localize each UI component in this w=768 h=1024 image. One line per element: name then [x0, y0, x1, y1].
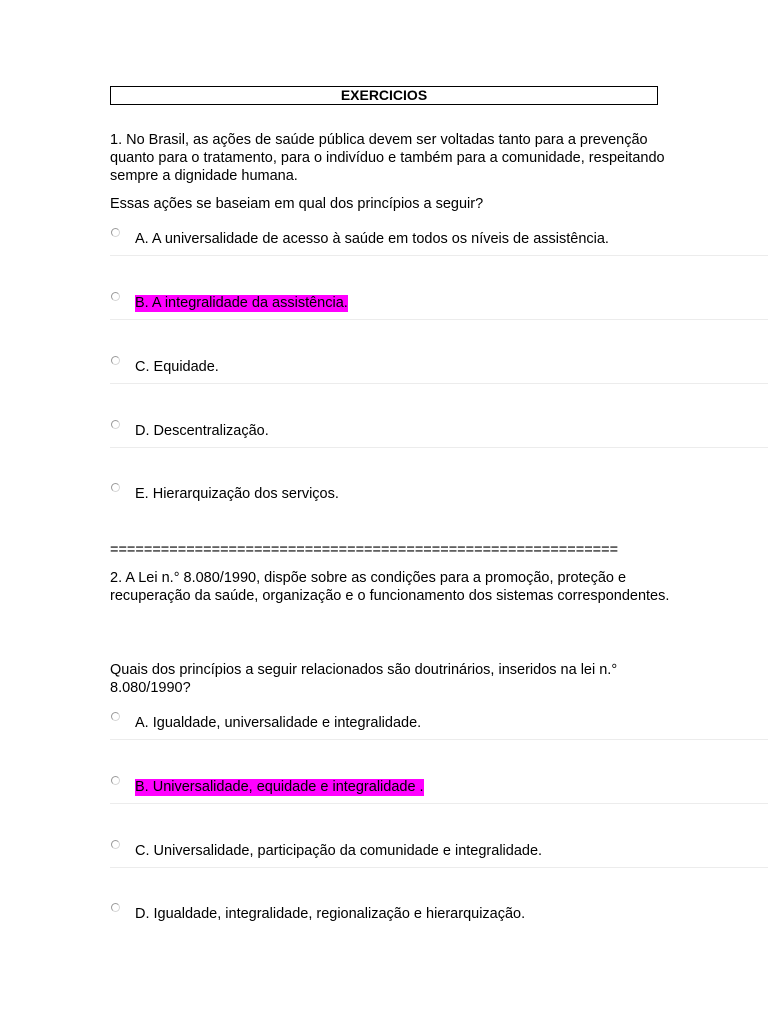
question-1-text: 1. No Brasil, as ações de saúde pública devem ser voltadas tanto para a prevenção quanto para o tratamento, para o indivíduo e também para a comunidade, respeitando sempre a dignidade humana. — [110, 132, 665, 184]
radio-button-icon[interactable] — [111, 483, 120, 492]
radio-button-icon[interactable] — [111, 776, 120, 785]
question-1-prompt: Essas ações se baseiam em qual dos princípios a seguir? — [110, 196, 484, 212]
q1-option-b[interactable] — [110, 292, 768, 356]
radio-button-icon[interactable] — [111, 712, 120, 721]
q1-option-a[interactable] — [110, 228, 768, 292]
option-divider — [110, 255, 768, 256]
document-title: EXERCICIOS — [110, 86, 658, 105]
radio-button-icon[interactable] — [111, 356, 120, 365]
question-2-text: 2. A Lei n.° 8.080/1990, dispõe sobre as condições para a promoção, proteção e recuperação da saúde, organização e o funcionamento dos sistemas correspondentes. — [110, 570, 670, 604]
section-divider: ============================================================ — [110, 542, 619, 558]
radio-button-icon[interactable] — [111, 840, 120, 849]
option-label: C. Universalidade, participação da comunidade e integralidade. — [135, 843, 543, 859]
radio-button-icon[interactable] — [111, 903, 120, 912]
option-divider — [110, 739, 768, 740]
option-label: E. Hierarquização dos serviços. — [135, 486, 339, 502]
highlighted-option-label: B. A integralidade da assistência. — [135, 295, 348, 311]
q1-option-c[interactable] — [110, 356, 768, 420]
question-2-prompt: Quais dos princípios a seguir relacionados são doutrinários, inseridos na lei n.° 8.080/1990? — [110, 662, 618, 696]
radio-button-icon[interactable] — [111, 420, 120, 429]
option-divider — [110, 867, 768, 868]
option-label: A. Igualdade, universalidade e integralidade. — [135, 715, 422, 731]
highlighted-option-label: B. Universalidade, equidade e integralidade . — [135, 779, 424, 795]
q2-option-a[interactable] — [110, 712, 768, 776]
q1-option-e[interactable] — [110, 483, 768, 547]
q2-option-c[interactable] — [110, 840, 768, 904]
radio-button-icon[interactable] — [111, 228, 120, 237]
q2-option-d[interactable] — [110, 903, 768, 967]
option-label: C. Equidade. — [135, 359, 219, 375]
option-divider — [110, 319, 768, 320]
option-divider — [110, 383, 768, 384]
option-label: A. A universalidade de acesso à saúde em todos os níveis de assistência. — [135, 231, 609, 247]
option-divider — [110, 447, 768, 448]
q1-option-d[interactable] — [110, 420, 768, 484]
q2-option-b[interactable] — [110, 776, 768, 840]
option-label: D. Igualdade, integralidade, regionalização e hierarquização. — [135, 906, 526, 922]
radio-button-icon[interactable] — [111, 292, 120, 301]
option-divider — [110, 803, 768, 804]
option-label: D. Descentralização. — [135, 423, 269, 439]
